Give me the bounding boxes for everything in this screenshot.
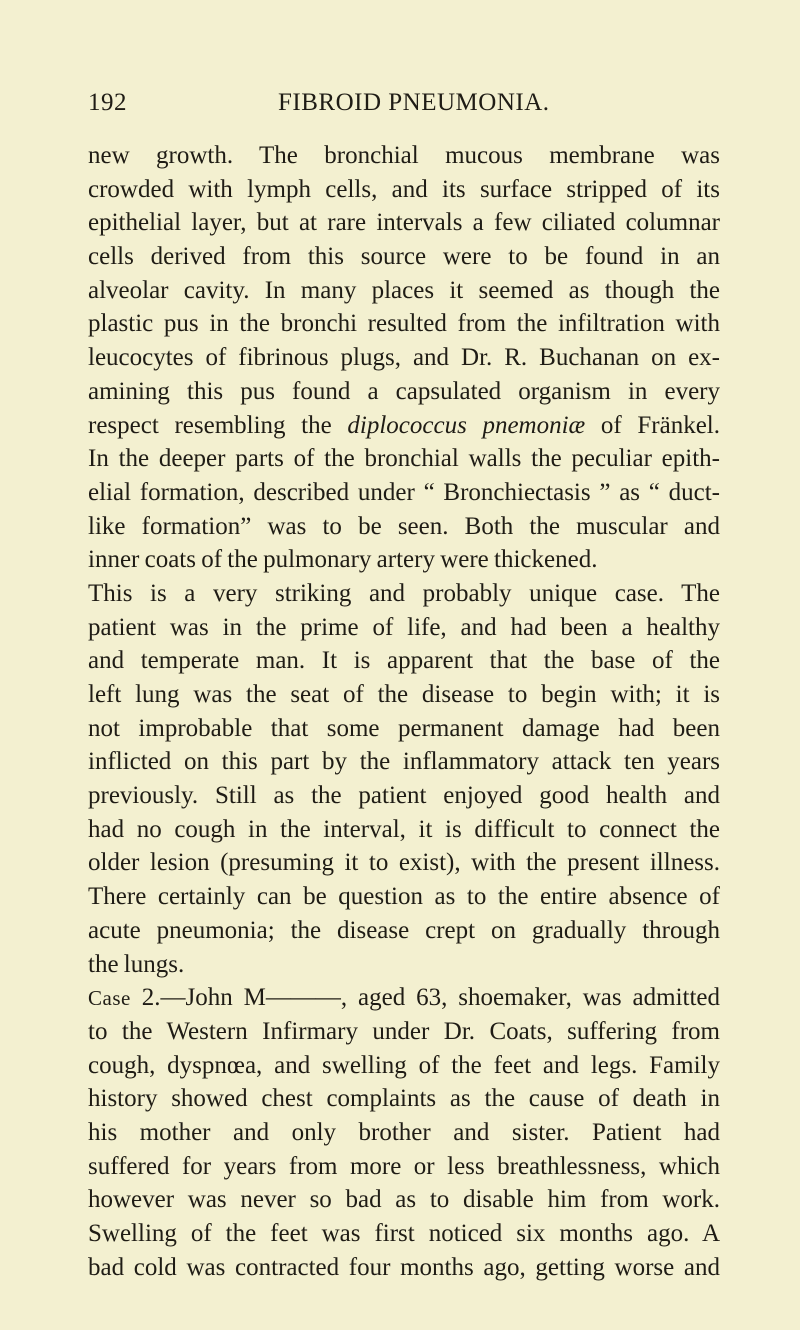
text-line: amining this pus found a capsulated organism in every: [88, 377, 720, 405]
text-line: [88, 409, 720, 443]
text-line: cells derived from this source were to be found in an: [88, 243, 720, 271]
text-line: crowded with lymph cells, and its surface stripped of its: [88, 175, 720, 203]
text-line: left lung was the seat of the disease to begin with; it is: [88, 681, 720, 708]
text-line: and temperate man. It is apparent that the base of the: [88, 647, 720, 675]
text-line: previously. Still as the patient enjoyed good health and: [88, 782, 720, 810]
text-line: plastic pus in the bronchi resulted from the infiltration with: [88, 310, 720, 338]
running-title: FIBROID PNEUMONIA.: [278, 89, 550, 116]
text-line: history showed chest complaints as the cause of death in: [88, 1085, 720, 1113]
text-line: There certainly can be question as to the entire absence of: [88, 883, 720, 911]
text-line: leucocytes of fibrinous plugs, and Dr. R. Buchanan on ex-: [88, 344, 720, 372]
text-line: acute pneumonia; the disease crept on gradually through: [88, 916, 720, 944]
body-text: [88, 139, 720, 1284]
case-heading: Case: [88, 986, 131, 1011]
page-number: 192: [88, 89, 127, 116]
text-line: alveolar cavity. In many places it seemed as though the: [88, 276, 720, 304]
text-line: had no cough in the interval, it is difficult to connect the: [88, 815, 720, 843]
text-segment: of Fränkel.: [585, 411, 720, 439]
text-line: however was never so bad as to disable him from work.: [88, 1186, 720, 1214]
text-line: the lungs.: [88, 950, 185, 978]
text-line: older lesion (presuming it to exist), with the present illness.: [88, 849, 720, 877]
text-line: patient was in the prime of life, and had been a healthy: [88, 613, 720, 641]
text-line: Swelling of the feet was first noticed six months ago. A: [88, 1220, 720, 1247]
text-line: his mother and only brother and sister. Patient had: [88, 1118, 720, 1146]
text-line: This is a very striking and probably unique case. The: [88, 579, 720, 607]
italic-term: diplococcus pnemoniæ: [347, 411, 586, 439]
text-line: [88, 981, 720, 1015]
text-line: elial formation, described under “ Bronchiectasis ” as “ duct-: [88, 478, 720, 506]
text-line: epithelial layer, but at rare intervals a few ciliated columnar: [88, 209, 720, 237]
text-line: bad cold was contracted four months ago, getting worse and: [88, 1253, 720, 1281]
running-head: [88, 88, 728, 118]
text-line: like formation” was to be seen. Both the muscular and: [88, 512, 720, 540]
text-line: inflicted on this part by the inflammatory attack ten years: [88, 748, 720, 776]
text-line: not improbable that some permanent damage had been: [88, 714, 720, 742]
text-line: to the Western Infirmary under Dr. Coats, suffering from: [88, 1017, 720, 1045]
text-line: In the deeper parts of the bronchial walls the peculiar epith-: [88, 445, 720, 473]
text-line: cough, dyspnœa, and swelling of the feet and legs. Family: [88, 1051, 720, 1079]
text-segment: respect resembling the: [88, 411, 348, 439]
text-line: suffered for years from more or less breathlessness, which: [88, 1152, 720, 1180]
text-line: new growth. The bronchial mucous membrane was: [88, 142, 720, 169]
text-line: inner coats of the pulmonary artery were thickened.: [88, 546, 598, 574]
text-segment: 2.—John M———, aged 63, shoemaker, was admitted: [130, 984, 720, 1012]
